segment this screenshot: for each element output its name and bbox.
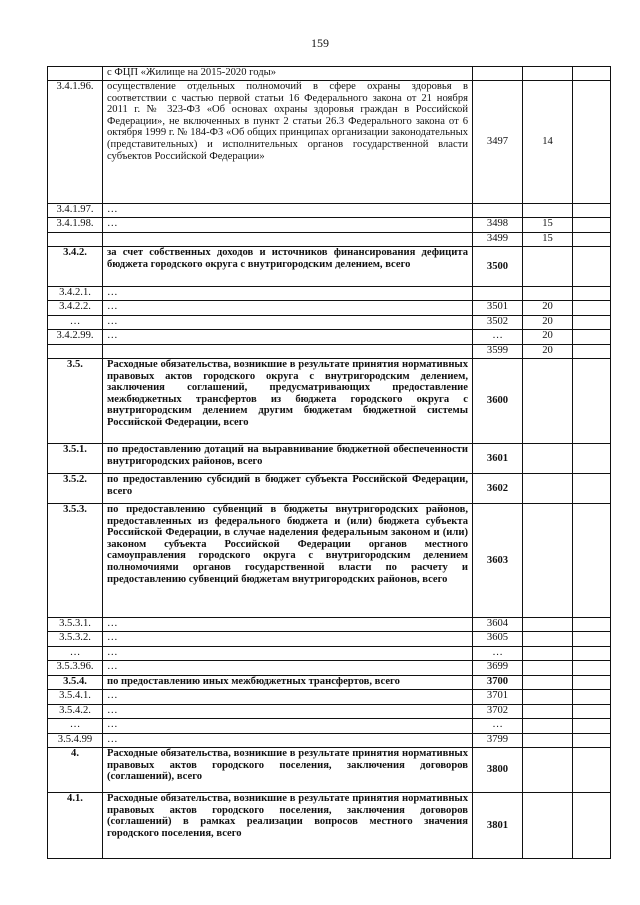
row-column-5 xyxy=(573,316,611,330)
row-number: 4. xyxy=(48,748,103,793)
row-code: 3602 xyxy=(473,474,523,504)
row-column-5 xyxy=(573,504,611,618)
table-row xyxy=(48,67,611,81)
table-row xyxy=(48,345,611,359)
row-column-5 xyxy=(573,330,611,345)
row-column-4 xyxy=(523,705,573,719)
row-code: … xyxy=(473,719,523,734)
row-description: … xyxy=(103,705,473,719)
row-description: … xyxy=(103,316,473,330)
row-column-4: 20 xyxy=(523,330,573,345)
table-row xyxy=(48,218,611,233)
row-column-5 xyxy=(573,734,611,748)
row-column-4 xyxy=(523,287,573,301)
table-row xyxy=(48,204,611,218)
row-code: 3604 xyxy=(473,618,523,632)
row-column-4 xyxy=(523,661,573,676)
row-column-5 xyxy=(573,233,611,247)
row-column-5 xyxy=(573,618,611,632)
row-number xyxy=(48,67,103,81)
row-number: 3.5.1. xyxy=(48,444,103,474)
row-number: 3.5.3.2. xyxy=(48,632,103,647)
row-description: … xyxy=(103,301,473,316)
row-number xyxy=(48,345,103,359)
row-code: 3502 xyxy=(473,316,523,330)
row-description: Расходные обязательства, возникшие в результате принятия нормативных правовых актов городского округа с внутригородским делением, заключения соглашений, предусматривающих предоставление межбюджетных трансфертов из бюджета городского округа с внутригородским делением другим бюджетам бюджетной системы Российской Федерации, всего xyxy=(103,359,473,444)
row-code xyxy=(473,287,523,301)
row-code: 3500 xyxy=(473,247,523,287)
row-column-4: 20 xyxy=(523,345,573,359)
row-column-5 xyxy=(573,661,611,676)
table-row xyxy=(48,690,611,705)
table-row xyxy=(48,793,611,859)
row-number: 3.4.2. xyxy=(48,247,103,287)
row-number: … xyxy=(48,719,103,734)
row-description xyxy=(103,345,473,359)
row-description: … xyxy=(103,632,473,647)
row-column-5 xyxy=(573,474,611,504)
row-number: 3.5.2. xyxy=(48,474,103,504)
row-column-5 xyxy=(573,719,611,734)
table-row xyxy=(48,647,611,661)
row-column-4 xyxy=(523,444,573,474)
row-code: 3603 xyxy=(473,504,523,618)
table-row xyxy=(48,444,611,474)
table-row xyxy=(48,676,611,690)
row-column-5 xyxy=(573,444,611,474)
row-column-4 xyxy=(523,676,573,690)
row-description: … xyxy=(103,647,473,661)
row-column-5 xyxy=(573,690,611,705)
row-column-4 xyxy=(523,632,573,647)
table-row xyxy=(48,504,611,618)
table-row xyxy=(48,247,611,287)
row-column-4 xyxy=(523,247,573,287)
row-description: Расходные обязательства, возникшие в результате принятия нормативных правовых актов городского поселения, заключения договоров (соглашений) в рамках реализации вопросов местного значения городского поселения, всего xyxy=(103,793,473,859)
row-code: 3702 xyxy=(473,705,523,719)
row-column-5 xyxy=(573,748,611,793)
table-row xyxy=(48,316,611,330)
row-number: 3.5.3.96. xyxy=(48,661,103,676)
row-description: осуществление отдельных полномочий в сфере охраны здоровья в соответствии с частью первой статьи 16 Федерального закона от 21 ноября 2011 г. № 323-ФЗ «Об основах охраны здоровья граждан в Российской Федерации», не включенных в пункт 2 статьи 26.3 Федерального закона от 6 октября 1999 г. № 184-ФЗ «Об общих принципах организации законодательных (представительных) и исполнительных органов государственной власти субъектов Российской Федерации» xyxy=(103,81,473,204)
row-column-5 xyxy=(573,632,611,647)
table-row xyxy=(48,359,611,444)
row-code: 3701 xyxy=(473,690,523,705)
row-description: с ФЦП «Жилище на 2015-2020 годы» xyxy=(103,67,473,81)
row-description: по предоставлению дотаций на выравнивание бюджетной обеспеченности внутригородских районов, всего xyxy=(103,444,473,474)
row-description: … xyxy=(103,719,473,734)
row-column-4 xyxy=(523,647,573,661)
row-column-4 xyxy=(523,690,573,705)
page-number: 159 xyxy=(311,36,329,50)
row-number: … xyxy=(48,316,103,330)
row-code: 3700 xyxy=(473,676,523,690)
row-column-4 xyxy=(523,504,573,618)
row-code: 3497 xyxy=(473,81,523,204)
table-row xyxy=(48,734,611,748)
row-description: … xyxy=(103,330,473,345)
table-row xyxy=(48,233,611,247)
row-column-4 xyxy=(523,719,573,734)
row-number: 3.5.4.99 xyxy=(48,734,103,748)
row-number: 3.4.2.1. xyxy=(48,287,103,301)
row-description: по предоставлению субвенций в бюджеты внутригородских районов, предоставленных из федерального бюджета и (или) бюджета субъекта Российской Федерации, в случае наделения федеральным законом и (или) законом субъекта Российской Федерации органов местного самоуправления городского округа с внутригородским делением полномочиями органов государственной власти по расчету и предоставлению субвенций бюджетам внутригородских районов, всего xyxy=(103,504,473,618)
row-number: 3.4.2.99. xyxy=(48,330,103,345)
row-description: по предоставлению субсидий в бюджет субъекта Российской Федерации, всего xyxy=(103,474,473,504)
row-column-5 xyxy=(573,287,611,301)
row-column-4: 20 xyxy=(523,301,573,316)
row-code: 3601 xyxy=(473,444,523,474)
row-column-4 xyxy=(523,204,573,218)
row-description: … xyxy=(103,734,473,748)
row-column-5 xyxy=(573,67,611,81)
row-code: 3599 xyxy=(473,345,523,359)
row-column-4: 20 xyxy=(523,316,573,330)
row-description xyxy=(103,233,473,247)
table-row xyxy=(48,661,611,676)
row-column-4 xyxy=(523,474,573,504)
row-code: 3499 xyxy=(473,233,523,247)
row-column-4 xyxy=(523,618,573,632)
row-column-4 xyxy=(523,734,573,748)
row-number: 3.5.4.2. xyxy=(48,705,103,719)
row-column-4: 15 xyxy=(523,218,573,233)
row-column-5 xyxy=(573,247,611,287)
row-number: … xyxy=(48,647,103,661)
row-column-5 xyxy=(573,81,611,204)
row-description: за счет собственных доходов и источников финансирования дефицита бюджета городского округа с внутригородским делением, всего xyxy=(103,247,473,287)
row-column-5 xyxy=(573,647,611,661)
row-description: … xyxy=(103,618,473,632)
row-code: 3801 xyxy=(473,793,523,859)
obligations-table xyxy=(47,66,611,859)
row-column-4 xyxy=(523,793,573,859)
row-column-5 xyxy=(573,676,611,690)
row-number: 3.5.3.1. xyxy=(48,618,103,632)
row-column-4 xyxy=(523,67,573,81)
row-column-5 xyxy=(573,705,611,719)
row-column-5 xyxy=(573,345,611,359)
row-column-5 xyxy=(573,204,611,218)
row-code: 3605 xyxy=(473,632,523,647)
row-description: … xyxy=(103,661,473,676)
row-column-4: 15 xyxy=(523,233,573,247)
row-column-5 xyxy=(573,301,611,316)
row-code: 3600 xyxy=(473,359,523,444)
row-number: 3.5.4.1. xyxy=(48,690,103,705)
table-row xyxy=(48,719,611,734)
row-code: 3699 xyxy=(473,661,523,676)
row-number: 3.5.3. xyxy=(48,504,103,618)
table-row xyxy=(48,287,611,301)
row-description: Расходные обязательства, возникшие в результате принятия нормативных правовых актов городского поселения, заключения договоров (соглашений), всего xyxy=(103,748,473,793)
row-number: 3.4.1.98. xyxy=(48,218,103,233)
row-code: 3498 xyxy=(473,218,523,233)
row-code: … xyxy=(473,647,523,661)
table-row xyxy=(48,330,611,345)
row-column-5 xyxy=(573,793,611,859)
table-row xyxy=(48,301,611,316)
table-row xyxy=(48,705,611,719)
row-description: по предоставлению иных межбюджетных трансфертов, всего xyxy=(103,676,473,690)
row-code: 3800 xyxy=(473,748,523,793)
row-description: … xyxy=(103,287,473,301)
row-number xyxy=(48,233,103,247)
row-description: … xyxy=(103,690,473,705)
row-column-5 xyxy=(573,218,611,233)
row-code xyxy=(473,204,523,218)
row-number: 3.4.1.97. xyxy=(48,204,103,218)
row-number: 3.4.1.96. xyxy=(48,81,103,204)
row-column-4 xyxy=(523,748,573,793)
row-number: 3.4.2.2. xyxy=(48,301,103,316)
row-description: … xyxy=(103,218,473,233)
table-row xyxy=(48,748,611,793)
row-number: 3.5.4. xyxy=(48,676,103,690)
row-code: 3501 xyxy=(473,301,523,316)
table-row xyxy=(48,474,611,504)
table-row xyxy=(48,632,611,647)
row-column-4 xyxy=(523,359,573,444)
row-code xyxy=(473,67,523,81)
row-number: 3.5. xyxy=(48,359,103,444)
row-code: … xyxy=(473,330,523,345)
row-code: 3799 xyxy=(473,734,523,748)
table-row xyxy=(48,81,611,204)
row-column-4: 14 xyxy=(523,81,573,204)
table-row xyxy=(48,618,611,632)
row-column-5 xyxy=(573,359,611,444)
row-number: 4.1. xyxy=(48,793,103,859)
row-description: … xyxy=(103,204,473,218)
